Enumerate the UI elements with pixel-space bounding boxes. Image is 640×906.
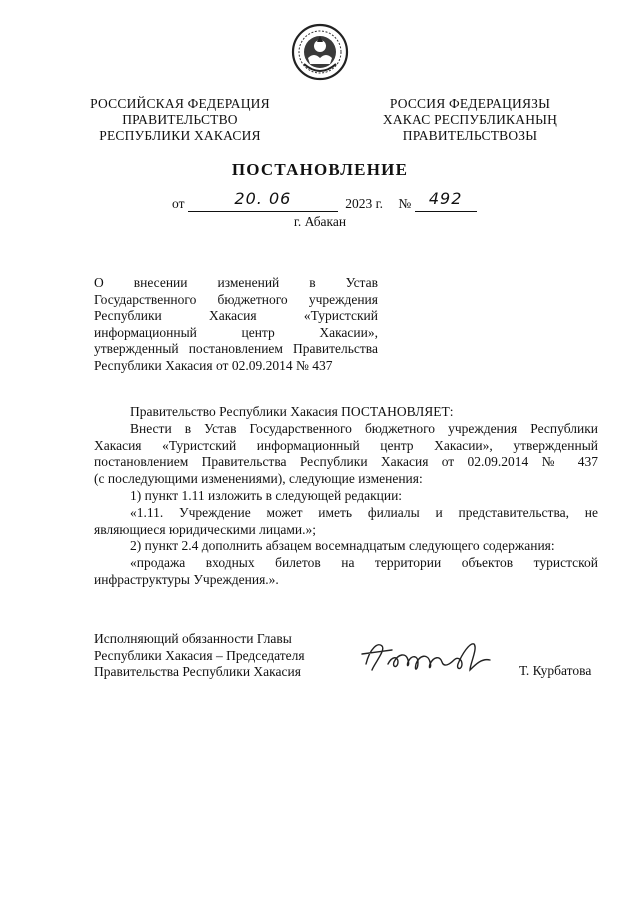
coat-of-arms-emblem-icon: [290, 22, 350, 82]
header-left-line: ПРАВИТЕЛЬСТВО: [122, 112, 238, 127]
paragraph-line: являющиеся юридическими лицами.»;: [94, 521, 316, 537]
subject-line: информационный центр Хакасии»,: [94, 324, 378, 340]
subject-line: Государственного бюджетного учреждения: [94, 291, 378, 307]
paragraph-line: Внести в Устав Государственного бюджетного учреждения Республики: [130, 420, 598, 436]
header-right-line: ПРАВИТЕЛЬСТВОЗЫ: [402, 128, 538, 143]
city: г. Абакан: [293, 214, 347, 229]
paragraph-decree: Правительство Республики Хакасия ПОСТАНОВЛЯЕТ:: [130, 404, 454, 419]
signer-name: Т. Курбатова: [519, 663, 592, 678]
date-line: [172, 189, 477, 212]
signature-position: [94, 631, 344, 681]
paragraph-item-1: 1) пункт 1.11 изложить в следующей редакции:: [130, 487, 403, 503]
subject-line: утвержденный постановлением Правительства: [94, 341, 378, 356]
position-line: Исполняющий обязанности Главы: [94, 631, 292, 646]
date-year: 2023 г.: [345, 196, 383, 211]
date-field: [188, 189, 338, 212]
position-line: Республики Хакасия – Председателя: [94, 647, 305, 663]
paragraph-line: «1.11. Учреждение может иметь филиалы и представительства, не: [130, 504, 598, 520]
header-right: [370, 96, 570, 144]
header-right-line: РОССИЯ ФЕДЕРАЦИЯЗЫ: [389, 96, 551, 111]
paragraph-line: «продажа входных билетов на территории объектов туристской: [130, 555, 598, 571]
number-sign: №: [398, 196, 412, 211]
header-left-line: РОССИЙСКАЯ ФЕДЕРАЦИЯ: [90, 96, 270, 111]
paragraph-line: постановлением Правительства Республики Хакасия от 02.09.2014 № 437: [94, 454, 598, 470]
document-body: [94, 404, 598, 589]
handwritten-signature-icon: [352, 630, 502, 680]
subject-line: О внесении изменений в Устав: [94, 275, 378, 290]
subject-block: [94, 275, 378, 374]
paragraph-line: Хакасия «Туристский информационный центр Хакасии», утвержденный: [94, 437, 598, 453]
number-handwritten: 492: [428, 189, 463, 208]
date-prefix: от: [172, 196, 185, 211]
subject-line: Республики Хакасия «Туристский: [94, 308, 378, 323]
header-left-line: РЕСПУБЛИКИ ХАКАСИЯ: [99, 128, 261, 143]
header-right-line: ХАКАС РЕСПУБЛИКАНЫҢ: [382, 112, 558, 127]
header-left: [88, 96, 272, 144]
position-line: Правительства Республики Хакасия: [94, 664, 301, 679]
paragraph-item-2: 2) пункт 2.4 дополнить абзацем восемнадцатым следующего содержания:: [130, 538, 555, 554]
number-field: [415, 189, 477, 212]
paragraph-line: инфраструктуры Учреждения.».: [94, 571, 279, 587]
date-handwritten: 20. 06: [234, 189, 292, 208]
document-title: ПОСТАНОВЛЕНИЕ: [231, 160, 409, 179]
paragraph-line: (с последующими изменениями), следующие изменения:: [94, 471, 423, 487]
subject-line: Республики Хакасия от 02.09.2014 № 437: [94, 357, 333, 373]
